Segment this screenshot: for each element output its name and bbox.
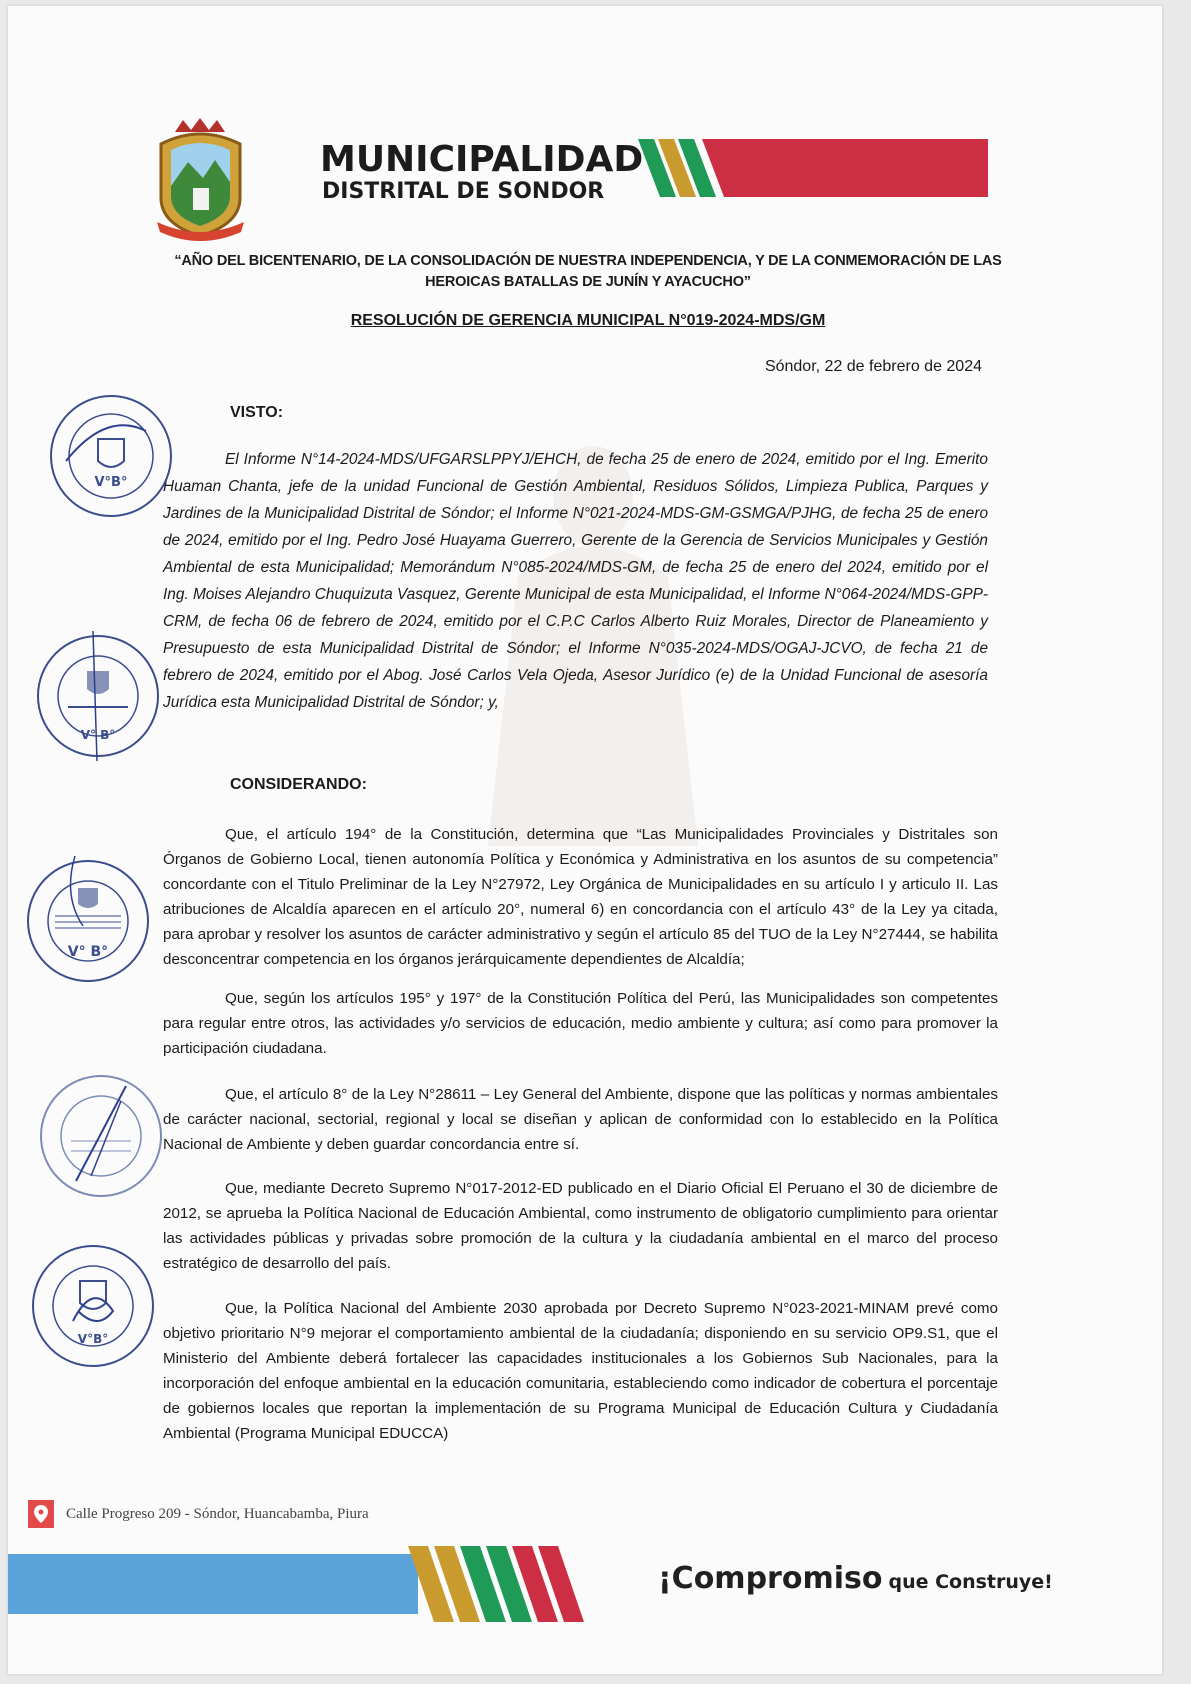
footer-slogan xyxy=(658,1561,1053,1596)
considerando-paragraph-1: Que, el artículo 194° de la Constitución, determina que “Las Municipalidades Provinciales y Distritales son Órganos de Gobierno Local, tienen autonomía Política y Económica y Administrativa en los asuntos de su competencia” concordante con el Titulo Preliminar de la Ley N°27972, Ley Orgánica de Municipalidades en su artículo I y articulo II. Las atribuciones de Alcaldía aparecen en el artículo 20°, numeral 6) en concordancia con el artículo 43° de la Ley ya citada, para aprobar y resolver los asuntos de carácter administrativo y según el artículo 85 del TUO de la Ley N°27444, se habilita desconcentrar competencia en los órganos jerárquicamente dependientes de Alcaldía; xyxy=(163,826,998,968)
visto-body: El Informe N°14-2024-MDS/UFGARSLPPYJ/EHCH, de fecha 25 de enero de 2024, emitido por el Ing. Emerito Huaman Chanta, jefe de la unidad Funcional de Gestión Ambiental, Residuos Sólidos, Limpieza Publica, Parques y Jardines de la Municipalidad Distrital de Sóndor; el Informe N°021-2024-MDS-GM-GSMGA/PJHG, de fecha 25 de enero de 2024, emitido por el Ing. Pedro José Huayama Guerrero, Gerente de la Gerencia de Servicios Municipales y Gestión Ambiental de esta Municipalidad; Memorándum N°085-2024/MDS-GM, de fecha 25 de enero del 2024, emitido por el Ing. Moises Alejandro Chuquizuta Vasquez, Gerente Municipal de esta Municipalidad, el Informe N°064-2024/MDS-GPP-CRM, de fecha 06 de febrero de 2024, emitido por el C.P.C Carlos Alberto Ruiz Morales, Director de Planeamiento y Presupuesto de esta Municipalidad Distrital de Sóndor; el Informe N°035-2024-MDS/OGAJ-JCVO, de fecha 21 de febrero de 2024, emitido por el Abog. José Carlos Vela Ojeda, Asesor Jurídico (e) de la Unidad Funcional de asesoría Jurídica esta Municipalidad Distrital de Sóndor; y, xyxy=(163,451,988,711)
brand-block xyxy=(320,141,643,205)
location-pin-icon xyxy=(28,1500,54,1528)
resolution-title: RESOLUCIÓN DE GERENCIA MUNICIPAL N°019-2024-MDS/GM xyxy=(350,312,826,329)
address-text: Calle Progreso 209 - Sóndor, Huancabamba, Piura xyxy=(66,1505,369,1522)
footer-address xyxy=(28,1500,369,1528)
svg-text:V°B°: V°B° xyxy=(94,475,128,490)
approval-stamp-gerencia-municipal xyxy=(46,391,176,521)
slogan-small-text: que Construye! xyxy=(888,1571,1053,1593)
svg-text:V°B°: V°B° xyxy=(77,1332,109,1346)
considerando-heading: CONSIDERANDO: xyxy=(230,776,367,793)
document-date: Sóndor, 22 de febrero de 2024 xyxy=(764,358,982,375)
org-district: DISTRITAL DE SONDOR xyxy=(322,179,605,204)
approval-stamp-servicios-municipales xyxy=(23,856,153,986)
visto-heading: VISTO: xyxy=(230,404,284,421)
considerando-paragraph-5: Que, la Política Nacional del Ambiente 2030 aprobada por Decreto Supremo N°023-2021-MINAM prevé como objetivo prioritario N°9 mejorar el comportamiento ambiental de la ciudadanía; disponiendo en su servicio OP9.S1, que el Ministerio del Ambiente deberá fortalecer las capacidades institucionales a los Gobiernos Sub Nacionales, para la incorporación del enfoque ambiental en la educación comunitaria, estableciendo como indicador de cobertura el porcentaje de gobiernos locales que reportan la implementación de su Programa Municipal de Educación Cultura y Ciudadanía Ambiental (Programa Municipal EDUCCA) xyxy=(163,1300,998,1442)
municipal-crest-logo xyxy=(153,116,248,241)
considerando-paragraph-2: Que, según los artículos 195° y 197° de la Constitución Política del Perú, las Municipalidades son competentes para regular entre otros, las actividades y/o servicios de educación, medio ambiente y cultura; así como para promover la participación ciudadana. xyxy=(163,990,998,1057)
approval-stamp-gestion-ambiental xyxy=(33,631,163,761)
slogan-big-text: ¡Compromiso xyxy=(658,1561,883,1596)
header-color-stripes xyxy=(638,139,988,197)
footer-color-band xyxy=(8,1546,588,1622)
approval-stamp-asesoria-juridica xyxy=(28,1241,158,1371)
svg-text:V° B°: V° B° xyxy=(80,728,116,742)
org-name: MUNICIPALIDAD xyxy=(320,139,644,180)
considerando-paragraph-4: Que, mediante Decreto Supremo N°017-2012-ED publicado en el Diario Oficial El Peruano el 30 de diciembre de 2012, se aprueba la Política Nacional de Educación Ambiental, como instrumento de obligatorio cumplimiento para orientar las actividades públicas y privadas sobre promoción de la cultura y la ciudadanía ambiental en el marco del proceso estratégico de desarrollo del país. xyxy=(163,1180,998,1272)
approval-stamp-planeamiento xyxy=(36,1071,166,1201)
svg-text:V° B°: V° B° xyxy=(67,944,109,960)
document-page xyxy=(8,6,1162,1674)
motto-line-2: HEROICAS BATALLAS DE JUNÍN Y AYACUCHO” xyxy=(425,274,751,290)
year-motto xyxy=(148,251,1028,293)
considerando-paragraph-3: Que, el artículo 8° de la Ley N°28611 – Ley General del Ambiente, dispone que las políticas y normas ambientales de carácter nacional, sectorial, regional y local se diseñan y aplican de conformidad con lo establecido en la Política Nacional de Ambiente y deben guardar concordancia entre sí. xyxy=(163,1086,998,1153)
motto-line-1: “AÑO DEL BICENTENARIO, DE LA CONSOLIDACIÓN DE NUESTRA INDEPENDENCIA, Y DE LA CONMEMORACIÓN DE LAS xyxy=(174,253,1002,269)
